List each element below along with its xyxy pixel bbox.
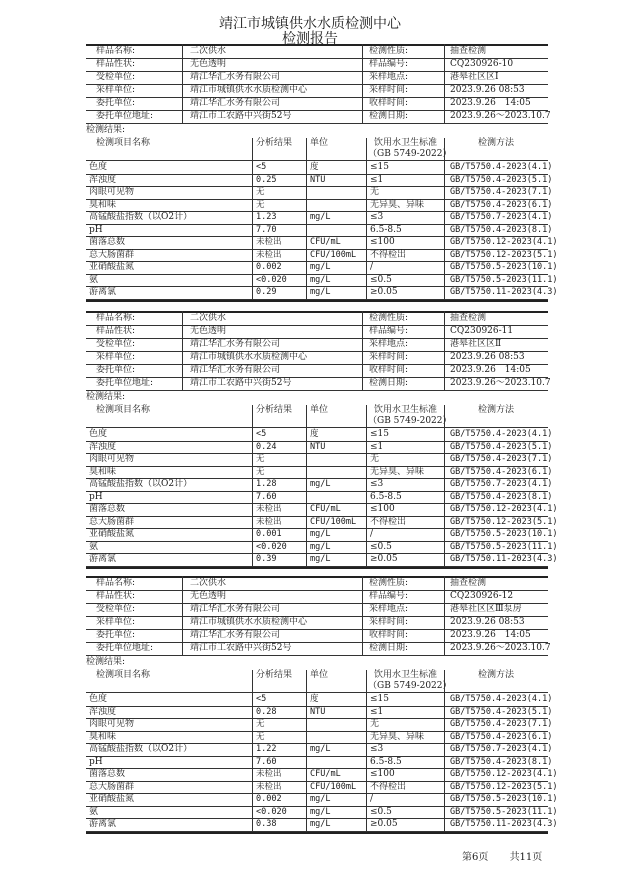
info-value-right: 抽查检测 [450,313,487,323]
row-item: 色度 [89,162,108,172]
row-unit: CFU/mL [310,237,341,247]
row-method: GB/T5750.11-2023(4.3) [450,287,558,297]
col-header-item: 检测项目名称 [96,670,151,680]
row-result: 未检出 [256,769,282,779]
row-result: 未检出 [256,516,282,527]
row-unit: mg/L [310,794,331,804]
info-label-right: 检测日期: [369,111,409,121]
row-standard: ≥0.05 [370,287,398,297]
info-value-right: 2023.9.26～2023.10.7 [450,111,551,121]
report-header-org: 靖江市城镇供水水质检测中心 [219,16,401,32]
row-standard: ≤15 [370,694,389,704]
info-label: 采样单位: [96,85,136,95]
info-rule [86,390,548,391]
row-item: 氨 [89,274,99,285]
info-value: 靖江华汇水务有限公司 [190,98,281,108]
col-header-standard-sub: （GB 5749-2022） [368,149,452,159]
row-standard: ≤1 [370,441,384,452]
table-divider [306,405,307,566]
row-item: 浑浊度 [89,706,117,717]
info-label-right: 样品编号: [369,591,409,601]
row-unit: mg/L [310,744,331,754]
info-label: 受检单位: [96,339,136,349]
row-unit: 度 [310,694,319,704]
info-label-right: 采样时间: [369,617,409,627]
row-standard: 6.5-8.5 [370,756,402,767]
row-result: 无 [256,187,265,197]
row-item: pH [89,224,103,235]
row-item: 臭和味 [89,466,117,477]
row-item: 肉眼可见物 [89,187,135,197]
row-method: GB/T5750.4-2023(6.1) [450,199,553,210]
info-value-right: CQ230926-10 [450,59,514,69]
row-standard: 无 [370,187,380,197]
row-item: 高锰酸盐指数（以O2计） [89,212,193,222]
table-divider [252,138,253,299]
row-item: 菌落总数 [89,769,126,779]
page-number: 第6页 [462,852,489,863]
col-header-method: 检测方法 [478,138,515,148]
info-label: 委托单位: [96,630,136,640]
table-divider [366,405,367,566]
col-header-standard: 饮用水卫生标准 [374,670,438,680]
row-result: 0.24 [256,441,277,452]
info-label-right: 采样时间: [369,85,409,95]
row-unit: NTU [310,441,326,452]
row-unit: CFU/100mL [310,249,357,260]
row-standard: / [370,262,374,272]
row-result: 未检出 [256,504,282,514]
info-divider [182,311,183,390]
row-standard: ≤100 [370,237,395,247]
table-divider [444,405,445,566]
info-value: 靖江华汇水务有限公司 [190,604,281,614]
info-label-right: 收样时间: [369,98,409,108]
info-label-right: 样品编号: [369,326,409,336]
info-label-right: 收样时间: [369,630,409,640]
info-value: 靖江市工农路中兴街52号 [190,643,292,653]
row-standard: ≤3 [370,479,384,489]
info-label: 样品性状: [96,326,136,336]
row-standard: ≤15 [370,429,389,439]
info-value-right: 抽查检测 [450,578,487,588]
info-label: 委托单位: [96,98,136,108]
row-item: 游离氯 [89,287,117,297]
col-header-standard-sub: （GB 5749-2022） [368,416,452,426]
row-unit: CFU/100mL [310,516,357,527]
row-unit: 度 [310,162,319,172]
row-unit: mg/L [310,287,331,297]
info-value: 靖江华汇水务有限公司 [190,630,281,640]
row-method: GB/T5750.5-2023(10.1) [450,529,558,539]
row-method: GB/T5750.4-2023(5.1) [450,441,553,452]
row-item: pH [89,756,103,767]
info-value-right: 2023.9.26～2023.10.7 [450,643,551,653]
row-item: 游离氯 [89,819,117,829]
row-result: 7.60 [256,756,277,767]
table-divider [444,670,445,831]
header-rule [86,160,548,161]
row-method: GB/T5750.4-2023(5.1) [450,174,553,185]
row-result: 0.39 [256,554,277,564]
row-method: GB/T5750.12-2023(4.1) [450,504,558,514]
row-result: <0.020 [256,541,287,552]
row-standard: ≤3 [370,744,384,754]
table-divider [306,138,307,299]
row-result: 7.60 [256,491,277,502]
col-header-result: 分析结果 [256,670,293,680]
info-label: 样品性状: [96,59,136,69]
info-label-right: 检测性质: [369,313,409,323]
row-unit: mg/L [310,529,331,539]
row-result: 0.38 [256,819,277,829]
info-label-right: 采样地点: [369,604,409,614]
row-standard: 不得检出 [370,249,407,260]
row-unit: mg/L [310,479,331,489]
info-value-right: 港皋社区区Ⅰ [450,72,499,82]
col-header-result: 分析结果 [256,138,293,148]
row-unit: mg/L [310,554,331,564]
info-value: 二次供水 [190,313,227,323]
info-label: 委托单位地址: [96,643,154,653]
row-standard: ≤0.5 [370,806,392,817]
info-value-right: CQ230926-12 [450,591,514,601]
info-rule [86,123,548,124]
row-method: GB/T5750.4-2023(7.1) [450,719,553,729]
row-result: <0.020 [256,806,287,817]
row-item: 氨 [89,541,99,552]
col-header-item: 检测项目名称 [96,405,151,415]
row-method: GB/T5750.4-2023(4.1) [450,162,553,172]
row-result: 0.001 [256,529,282,539]
info-divider [444,576,445,655]
row-unit: mg/L [310,806,331,817]
row-result: 未检出 [256,249,282,260]
row-method: GB/T5750.4-2023(7.1) [450,187,553,197]
info-divider [182,576,183,655]
sample-block [86,44,558,306]
row-standard: ≤3 [370,212,384,222]
info-label-right: 采样时间: [369,352,409,362]
row-result: 0.25 [256,174,277,185]
row-item: pH [89,491,103,502]
row-result: 7.70 [256,224,277,235]
table-divider [306,670,307,831]
col-header-result: 分析结果 [256,405,293,415]
table-divider [366,138,367,299]
row-standard: 无异臭、异味 [370,466,425,477]
row-item: 总大肠菌群 [89,781,135,792]
row-method: GB/T5750.5-2023(11.1) [450,274,558,285]
row-item: 肉眼可见物 [89,719,135,729]
row-result: 无 [256,466,265,477]
info-divider [182,44,183,123]
row-result: 未检出 [256,781,282,792]
table-divider [366,670,367,831]
info-value-right: 港皋社区区Ⅱ [450,339,502,349]
row-result: 0.29 [256,287,277,297]
row-standard: 不得检出 [370,781,407,792]
col-header-unit: 单位 [310,138,329,148]
info-value-right: 港皋社区区Ⅲ泵房 [450,604,522,614]
report-header-title: 检测报告 [282,31,338,47]
row-method: GB/T5750.11-2023(4.3) [450,554,558,564]
row-method: GB/T5750.11-2023(4.3) [450,819,558,829]
row-item: 臭和味 [89,731,117,742]
row-result: <5 [256,429,267,439]
info-label-right: 采样地点: [369,339,409,349]
row-result: 无 [256,719,265,729]
block-bottom-rule [86,300,548,302]
row-method: GB/T5750.5-2023(11.1) [450,541,558,552]
col-header-method: 检测方法 [478,405,515,415]
row-method: GB/T5750.4-2023(8.1) [450,491,553,502]
row-method: GB/T5750.12-2023(4.1) [450,769,558,779]
row-result: 未检出 [256,237,282,247]
row-item: 总大肠菌群 [89,249,135,260]
row-standard: ≤0.5 [370,274,392,285]
sample-block [86,576,558,838]
row-method: GB/T5750.4-2023(4.1) [450,429,553,439]
row-item: 菌落总数 [89,504,126,514]
row-result: 无 [256,731,265,742]
info-value-right: 2023.9.26 08:53 [450,617,525,627]
row-item: 臭和味 [89,199,117,210]
info-value-right: 2023.9.26 14:05 [450,630,531,640]
info-label-right: 检测日期: [369,643,409,653]
row-method: GB/T5750.7-2023(4.1) [450,479,553,489]
info-divider [444,44,445,123]
row-result: 无 [256,199,265,210]
info-value: 靖江市城镇供水水质检测中心 [190,617,308,627]
row-method: GB/T5750.4-2023(6.1) [450,731,553,742]
row-method: GB/T5750.4-2023(7.1) [450,454,553,464]
row-standard: 不得检出 [370,516,407,527]
header-rule [86,692,548,693]
info-value-right: CQ230926-11 [450,326,514,336]
info-value: 靖江市工农路中兴街52号 [190,378,292,388]
info-label: 样品名称: [96,313,136,323]
info-label-right: 采样地点: [369,72,409,82]
info-value-right: 2023.9.26～2023.10.7 [450,378,551,388]
page-footer [462,848,560,863]
info-label: 样品名称: [96,46,136,56]
row-unit: CFU/mL [310,769,341,779]
results-label: 检测结果: [86,392,126,402]
row-unit: mg/L [310,274,331,285]
page-total: 共11页 [509,852,543,863]
row-unit: mg/L [310,212,331,222]
col-header-standard: 饮用水卫生标准 [374,405,438,415]
row-result: 1.23 [256,212,277,222]
info-value-right: 2023.9.26 08:53 [450,352,525,362]
info-value: 二次供水 [190,578,227,588]
row-standard: / [370,794,374,804]
info-label: 样品性状: [96,591,136,601]
row-item: 高锰酸盐指数（以O2计） [89,744,193,754]
info-value-right: 2023.9.26 14:05 [450,365,531,375]
row-method: GB/T5750.4-2023(8.1) [450,756,553,767]
info-value-right: 2023.9.26 14:05 [450,98,531,108]
row-method: GB/T5750.7-2023(4.1) [450,212,553,222]
col-header-unit: 单位 [310,405,329,415]
row-method: GB/T5750.4-2023(8.1) [450,224,553,235]
info-divider [362,576,363,655]
info-value-right: 2023.9.26 08:53 [450,85,525,95]
row-result: 0.002 [256,262,282,272]
row-item: 色度 [89,694,108,704]
results-label: 检测结果: [86,657,126,667]
row-unit: 度 [310,429,319,439]
row-item: 亚硝酸盐氮 [89,262,135,272]
col-header-standard-sub: （GB 5749-2022） [368,681,452,691]
row-standard: ≥0.05 [370,819,398,829]
col-header-item: 检测项目名称 [96,138,151,148]
info-divider [362,44,363,123]
results-label: 检测结果: [86,125,126,135]
row-standard: ≤100 [370,504,395,514]
row-standard: 无 [370,719,380,729]
row-method: GB/T5750.4-2023(5.1) [450,706,553,717]
row-standard: 6.5-8.5 [370,491,402,502]
row-result: 1.22 [256,744,277,754]
row-item: 总大肠菌群 [89,516,135,527]
info-value: 靖江市城镇供水水质检测中心 [190,85,308,95]
row-item: 浑浊度 [89,441,117,452]
info-value: 靖江华汇水务有限公司 [190,339,281,349]
row-method: GB/T5750.4-2023(6.1) [450,466,553,477]
row-unit: NTU [310,706,326,717]
info-rule [86,655,548,656]
header-rule [86,427,548,428]
table-divider [444,138,445,299]
row-result: <5 [256,694,267,704]
col-header-unit: 单位 [310,670,329,680]
block-bottom-rule [86,567,548,569]
row-item: 亚硝酸盐氮 [89,529,135,539]
info-label: 受检单位: [96,604,136,614]
row-standard: 无异臭、异味 [370,199,425,210]
row-standard: 无 [370,454,380,464]
row-standard: ≤1 [370,706,384,717]
info-value: 无色透明 [190,591,227,601]
info-label-right: 检测性质: [369,578,409,588]
row-standard: 6.5-8.5 [370,224,402,235]
row-item: 肉眼可见物 [89,454,135,464]
row-method: GB/T5750.5-2023(11.1) [450,806,558,817]
row-item: 浑浊度 [89,174,117,185]
row-standard: ≥0.05 [370,554,398,564]
row-result: 1.28 [256,479,277,489]
sample-block [86,311,558,573]
info-label: 采样单位: [96,352,136,362]
row-method: GB/T5750.12-2023(5.1) [450,781,558,792]
col-header-standard: 饮用水卫生标准 [374,138,438,148]
row-unit: mg/L [310,262,331,272]
info-label-right: 检测日期: [369,378,409,388]
col-header-method: 检测方法 [478,670,515,680]
info-value: 靖江市工农路中兴街52号 [190,111,292,121]
table-divider [252,670,253,831]
row-item: 游离氯 [89,554,117,564]
info-label: 委托单位地址: [96,378,154,388]
row-item: 亚硝酸盐氮 [89,794,135,804]
row-result: 无 [256,454,265,464]
row-unit: CFU/100mL [310,781,357,792]
info-value: 无色透明 [190,326,227,336]
row-result: <5 [256,162,267,172]
info-label: 样品名称: [96,578,136,588]
row-standard: ≤0.5 [370,541,392,552]
row-standard: ≤1 [370,174,384,185]
row-unit: mg/L [310,541,331,552]
row-method: GB/T5750.5-2023(10.1) [450,262,558,272]
row-method: GB/T5750.7-2023(4.1) [450,744,553,754]
info-label-right: 样品编号: [369,59,409,69]
row-unit: CFU/mL [310,504,341,514]
table-divider [252,405,253,566]
info-label-right: 收样时间: [369,365,409,375]
info-value: 二次供水 [190,46,227,56]
row-method: GB/T5750.5-2023(10.1) [450,794,558,804]
row-unit: NTU [310,174,326,185]
row-result: 0.28 [256,706,277,717]
row-method: GB/T5750.12-2023(5.1) [450,249,558,260]
row-standard: / [370,529,374,539]
row-standard: 无异臭、异味 [370,731,425,742]
info-divider [362,311,363,390]
info-label: 委托单位地址: [96,111,154,121]
info-label: 采样单位: [96,617,136,627]
row-standard: ≤15 [370,162,389,172]
info-divider [444,311,445,390]
row-item: 高锰酸盐指数（以O2计） [89,479,193,489]
row-method: GB/T5750.12-2023(4.1) [450,237,558,247]
row-item: 氨 [89,806,99,817]
info-label-right: 检测性质: [369,46,409,56]
row-result: 0.002 [256,794,282,804]
block-bottom-rule [86,832,548,834]
info-value-right: 抽查检测 [450,46,487,56]
info-label: 受检单位: [96,72,136,82]
info-value: 无色透明 [190,59,227,69]
row-item: 菌落总数 [89,237,126,247]
info-value: 靖江华汇水务有限公司 [190,72,281,82]
row-standard: ≤100 [370,769,395,779]
row-unit: mg/L [310,819,331,829]
info-value: 靖江市城镇供水水质检测中心 [190,352,308,362]
row-result: <0.020 [256,274,287,285]
info-label: 委托单位: [96,365,136,375]
info-value: 靖江华汇水务有限公司 [190,365,281,375]
row-method: GB/T5750.4-2023(4.1) [450,694,553,704]
row-method: GB/T5750.12-2023(5.1) [450,516,558,527]
row-item: 色度 [89,429,108,439]
